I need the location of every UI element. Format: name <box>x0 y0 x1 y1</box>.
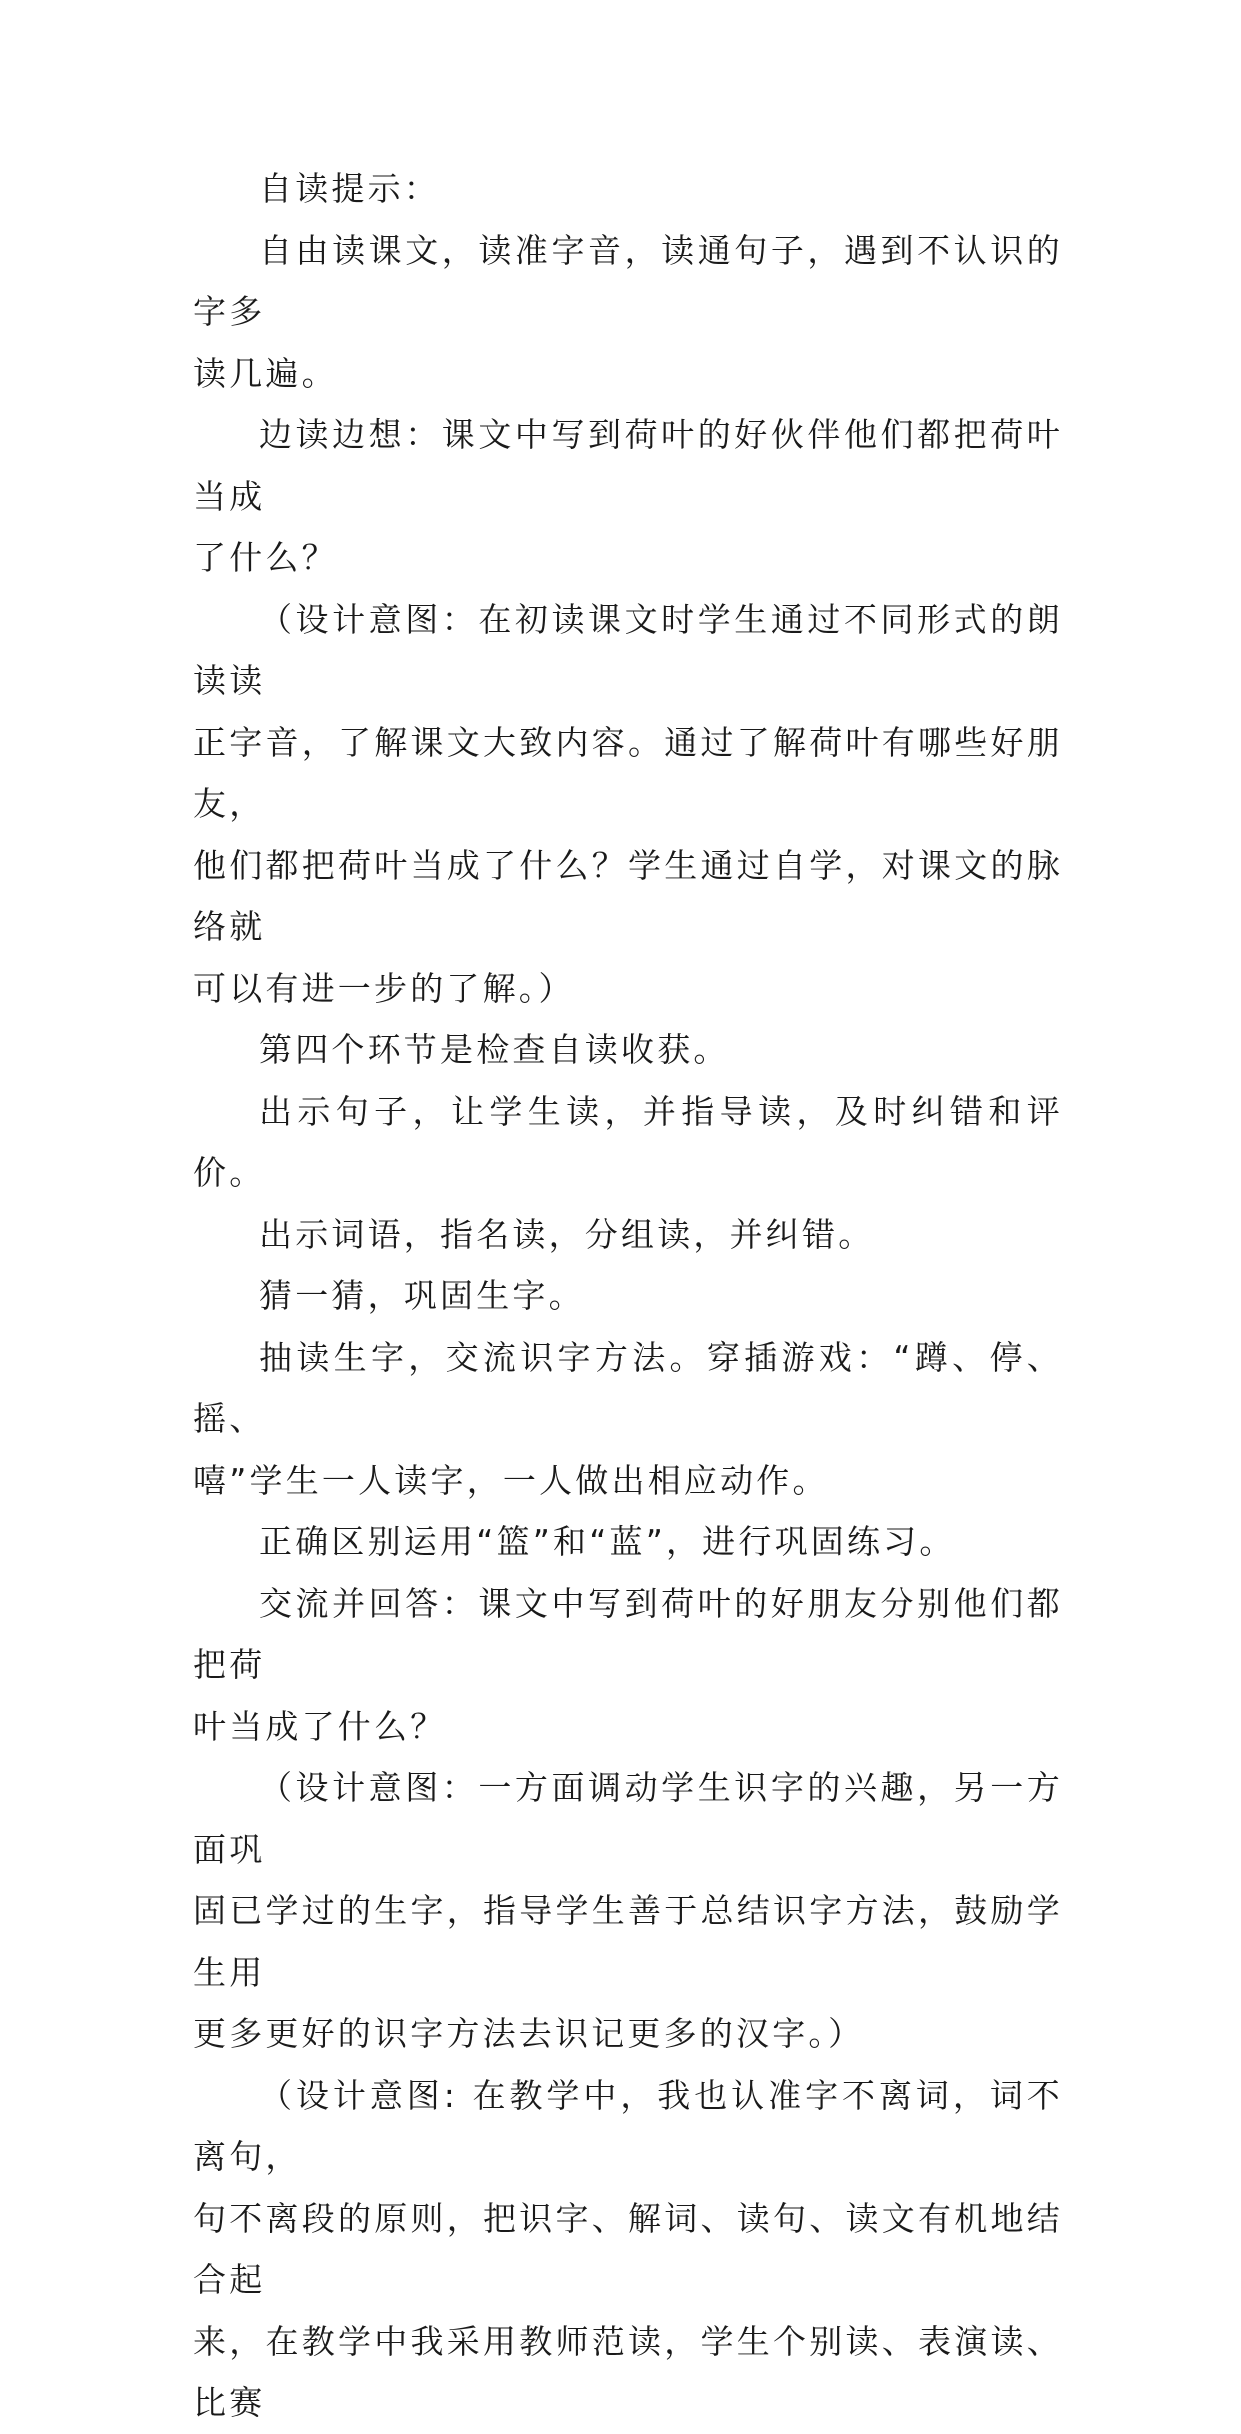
paragraph-show-words: 出示词语，指名读，分组读，并纠错。 <box>259 1214 875 1254</box>
paragraph-self-reading-tips: 自读提示： <box>259 169 440 208</box>
paragraph-design-intent-2: （设计意图：一方面调动学生识字的兴趣，另一方面巩 固已学过的生字，指导学生善于总结识字方法，鼓励学生用 更多更好的识字方法去识记更多的汉字。） <box>193 1768 1063 2053</box>
paragraph-read-and-think: 边读边想：课文中写到荷叶的好伙伴他们都把荷叶当成 了什么？ <box>193 415 1063 577</box>
paragraph-free-reading: 自由读课文，读准字音，读通句子，遇到不认识的字多 读几遍。 <box>193 230 1063 393</box>
paragraph-guess: 猜一猜，巩固生字。 <box>259 1276 585 1315</box>
paragraph-character-game: 抽读生字，交流识字方法。穿插游戏：“蹲、停、摇、 嘻”学生一人读字，一人做出相应动作。 <box>193 1337 1063 1500</box>
paragraph-distinguish-characters: 正确区别运用“篮”和“蓝”，进行巩固练习。 <box>259 1522 956 1561</box>
paragraph-design-intent-3: （设计意图: 在教学中，我也认准字不离词，词不离句， 句不离段的原则，把识字、解词、读句、读文有机地结合起 来，在教学中我采用教师范读，学生个别读、表演读、比赛 <box>193 2075 1063 2422</box>
document-body <box>193 158 1063 2434</box>
paragraph-fourth-step: 第四个环节是检查自读收获。 <box>259 1030 730 1069</box>
paragraph-design-intent-1: （设计意图：在初读课文时学生通过不同形式的朗读读 正字音，了解课文大致内容。通过了解荷叶有哪些好朋友， 他们都把荷叶当成了什么？学生通过自学，对课文的脉络就 可以有进一步的了解。） <box>193 599 1063 1008</box>
paragraph-discuss-answer: 交流并回答：课文中写到荷叶的好朋友分别他们都把荷 叶当成了什么？ <box>193 1583 1063 1746</box>
paragraph-show-sentences: 出示句子，让学生读，并指导读，及时纠错和评价。 <box>193 1091 1063 1192</box>
